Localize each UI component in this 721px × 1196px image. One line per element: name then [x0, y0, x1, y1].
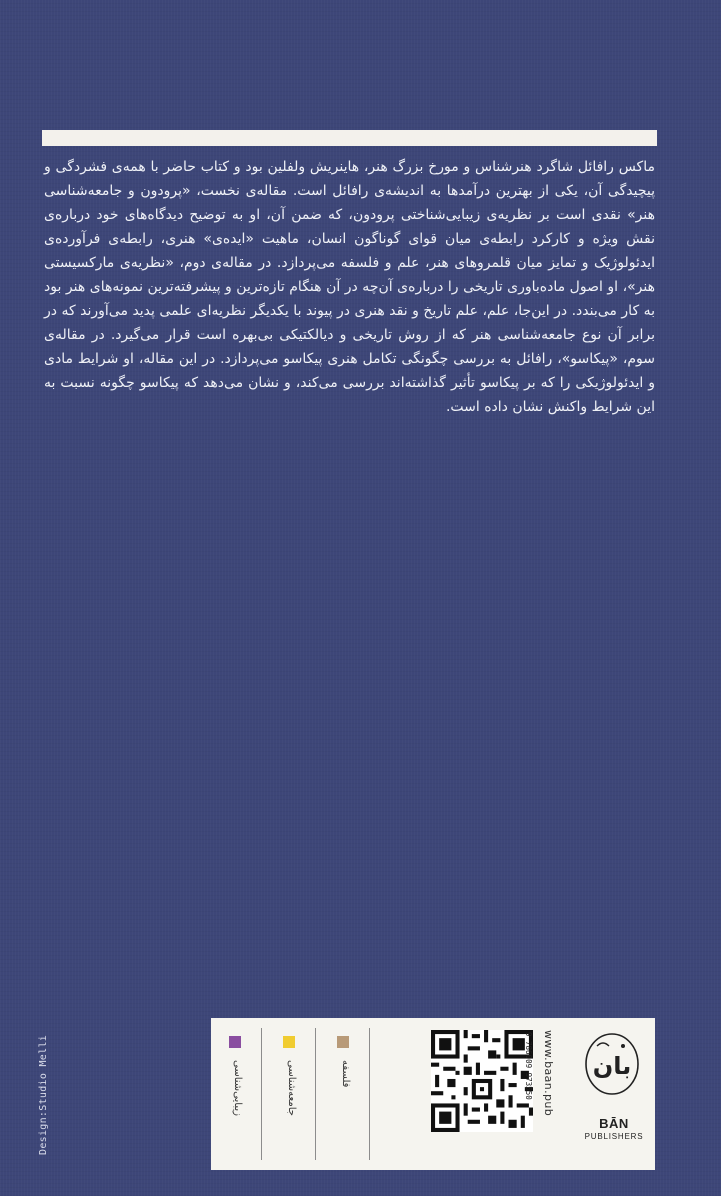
- publisher-logo: [583, 1030, 641, 1100]
- back-cover-blurb: [44, 155, 655, 419]
- category-sociology: [273, 1028, 305, 1158]
- category-swatch: [283, 1036, 295, 1048]
- blurb-paragraph: ماکس رافائل شاگرد هنرشناس و مورخ بزرگ هنر، هاینریش ولفلین بود و کتاب حاضر با همه‌ی فشردگی و پیچیدگی آن، یکی از بهترین درآمدها به اندیشه‌ی رافائل است. مقاله‌ی نخست، «پرودون و جامعه‌شناسی هنر» نقدی است بر نظریه‌ی زیبایی‌شناختی پرودون، که ضمن آن، او به توضیح دیدگاه‌های خود درباره‌ی نقش ویژه و کارکرد رابطه‌ی میان قوای گوناگون انسان، ماهیت «ایده‌ی» هنری، رابطه‌ی فرآورده‌ی ایدئولوژیک و تمایز میان قلمروهای هنر، علم و فلسفه می‌پردازد. در مقاله‌ی دوم، «نظریه‌ی مارکسیستی هنر»، او اصول ماده‌باوری تاریخی را درباره‌ی آن‌چه در آن هنگام تازه‌ترین و پیشرفته‌ترین نمونه‌های هنر بود به کار می‌بندد. در این‌جا، علم، علم تاریخ و نقد هنری در پیوند با یکدیگر نظریه‌ای علمی پدید می‌آورند که در برابر آن نوع جامعه‌شناسی هنر که از روش تاریخی و دیالکتیکی بی‌بهره است قرار می‌گیرد. در مقاله‌ی سوم، «پیکاسو»، رافائل به بررسی چگونگی تکامل هنری پیکاسو می‌پردازد. در این مقاله، او شرایط مادی و ایدئولوژیکی را که بر پیکاسو تأثیر گذاشته‌اند بررسی می‌کند، و نشان می‌دهد که پیکاسو چگونه نسبت به این شرایط واکنش نشان داده است.: [44, 159, 655, 415]
- title-band: [42, 130, 657, 146]
- publisher-name: BĀN: [599, 1116, 629, 1131]
- publisher-subtitle: PUBLISHERS: [584, 1132, 644, 1141]
- category-label: زیبایی‌شناسی: [232, 1060, 243, 1116]
- qr-code: [431, 1030, 533, 1132]
- category-swatch: [229, 1036, 241, 1048]
- category-label: فلسفه: [340, 1060, 351, 1088]
- logo-mark: بان: [592, 1052, 632, 1080]
- info-panel: [211, 1018, 655, 1170]
- divider: [369, 1028, 370, 1160]
- category-philosophy: [327, 1028, 359, 1158]
- category-swatch: [337, 1036, 349, 1048]
- design-credit: Design:Studio Melli: [38, 1034, 49, 1155]
- publisher-website: www.baan.pub: [542, 1030, 555, 1117]
- divider: [315, 1028, 316, 1160]
- category-aesthetics: [219, 1028, 251, 1158]
- isbn-number: 9 786009 973550: [524, 1032, 533, 1100]
- category-label: جامعه‌شناسی: [286, 1060, 297, 1116]
- divider: [261, 1028, 262, 1160]
